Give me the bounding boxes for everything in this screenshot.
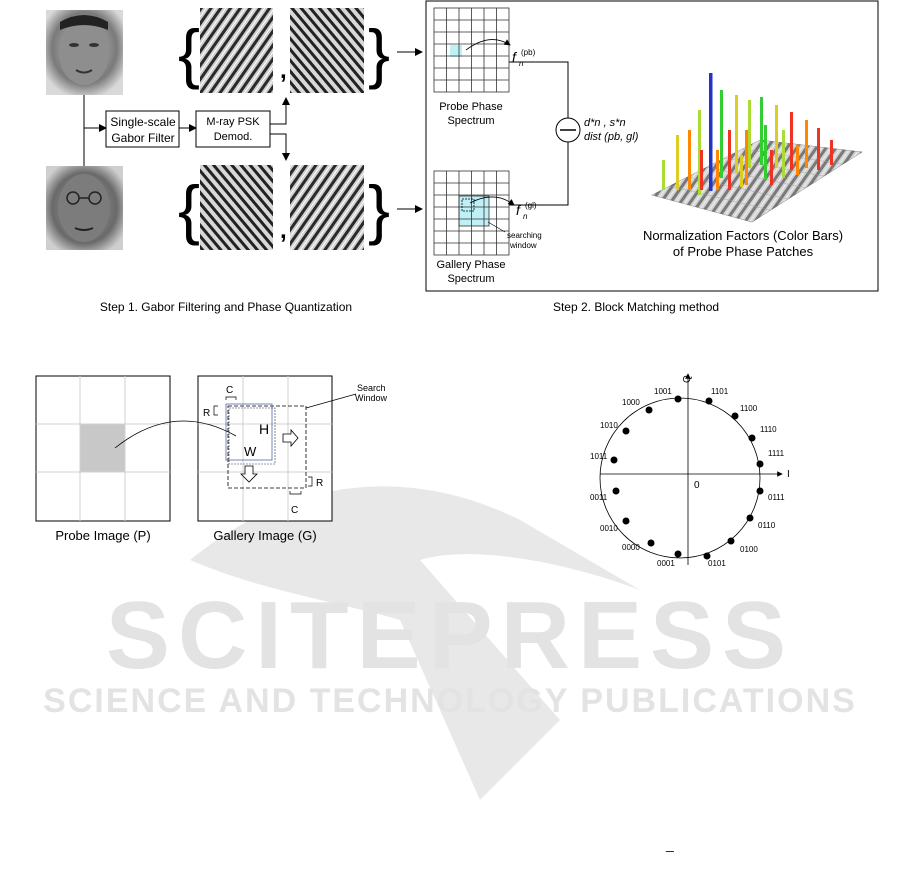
axis-Q-label: Q [682, 375, 693, 383]
label-C-top: C [226, 385, 234, 396]
svg-text:1111: 1111 [768, 449, 785, 458]
label-H: H [259, 421, 270, 437]
gabor-filter-label-2: Gabor Filter [111, 131, 175, 145]
svg-text:0010: 0010 [600, 524, 618, 533]
open-brace-bottom: { [178, 172, 201, 246]
svg-text:0111: 0111 [768, 493, 785, 502]
origin-label: 0 [694, 480, 700, 491]
svg-text:0011: 0011 [590, 493, 608, 502]
constellation-points [611, 396, 764, 560]
gabor-filter-label-1: Single-scale [110, 115, 176, 129]
psk-constellation [560, 370, 800, 580]
norm-caption-2: of Probe Phase Patches [672, 244, 814, 259]
svg-text:1010: 1010 [600, 421, 618, 430]
watermark-subtitle: SCIENCE AND TECHNOLOGY PUBLICATIONS [43, 682, 857, 720]
phase-image-gallery-imag [290, 165, 364, 250]
comma-bottom: , [280, 217, 287, 244]
probe-spectrum-label-1: Probe Phase [439, 101, 503, 113]
svg-text:0000: 0000 [622, 543, 640, 552]
svg-text:n: n [523, 212, 528, 221]
label-W: W [244, 444, 257, 459]
svg-text:1101: 1101 [711, 387, 729, 396]
psk-demod-label-1: M-ray PSK [206, 116, 260, 128]
svg-text:1000: 1000 [622, 398, 640, 407]
block-matching-figure [0, 370, 420, 560]
svg-text:1110: 1110 [760, 425, 777, 434]
label-R-top: R [203, 408, 211, 419]
open-brace-top: { [178, 16, 201, 90]
pipeline-figure [0, 0, 901, 320]
gallery-face-image [46, 166, 123, 250]
svg-text:1011: 1011 [590, 452, 608, 461]
phase-image-probe-real [200, 8, 273, 93]
gallery-image-grid [198, 376, 332, 521]
phase-image-gallery-real [200, 165, 273, 250]
searching-window-label-1: searching [507, 231, 542, 240]
comma-top: , [280, 57, 287, 84]
step2-caption: Step 2. Block Matching method [552, 300, 720, 314]
svg-text:0110: 0110 [758, 521, 776, 530]
search-window-label-1: Search [357, 383, 386, 393]
page-number-mark: _ [666, 836, 674, 852]
svg-text:(gl): (gl) [525, 201, 537, 210]
axis-I-label: I [787, 469, 790, 480]
svg-text:(pb): (pb) [521, 48, 536, 57]
watermark-title: SCITEPRESS [105, 582, 795, 689]
constellation-labels [590, 387, 785, 568]
svg-text:f: f [516, 202, 520, 218]
svg-text:d*n , s*n: d*n , s*n [584, 117, 626, 129]
svg-text:dist (pb, gl): dist (pb, gl) [584, 131, 639, 143]
label-C-bottom: C [291, 505, 299, 516]
label-R-bottom: R [316, 478, 324, 489]
searching-window-label-2: window [510, 241, 537, 250]
probe-image-grid [36, 376, 170, 521]
phase-image-probe-imag [290, 8, 364, 93]
close-brace-bottom: } [368, 172, 391, 246]
svg-text:0100: 0100 [740, 545, 758, 554]
svg-text:0001: 0001 [657, 559, 675, 568]
gallery-spectrum-label-1: Gallery Phase [436, 259, 506, 271]
svg-text:1001: 1001 [654, 387, 672, 396]
svg-text:0101: 0101 [708, 559, 726, 568]
probe-face-image [46, 10, 123, 95]
gallery-image-caption: Gallery Image (G) [213, 528, 317, 543]
svg-text:n: n [519, 59, 524, 68]
close-brace-top: } [368, 16, 391, 90]
svg-text:f: f [512, 49, 516, 65]
psk-demod-label-2: Demod. [213, 131, 253, 143]
gallery-spectrum-label-2: Spectrum [447, 273, 495, 285]
search-window-label-2: Window [355, 393, 388, 403]
probe-image-caption: Probe Image (P) [55, 528, 151, 543]
step1-caption: Step 1. Gabor Filtering and Phase Quantization [99, 300, 353, 314]
norm-caption-1: Normalization Factors (Color Bars) [642, 228, 844, 243]
svg-text:1100: 1100 [740, 404, 758, 413]
probe-spectrum-label-2: Spectrum [447, 115, 495, 127]
